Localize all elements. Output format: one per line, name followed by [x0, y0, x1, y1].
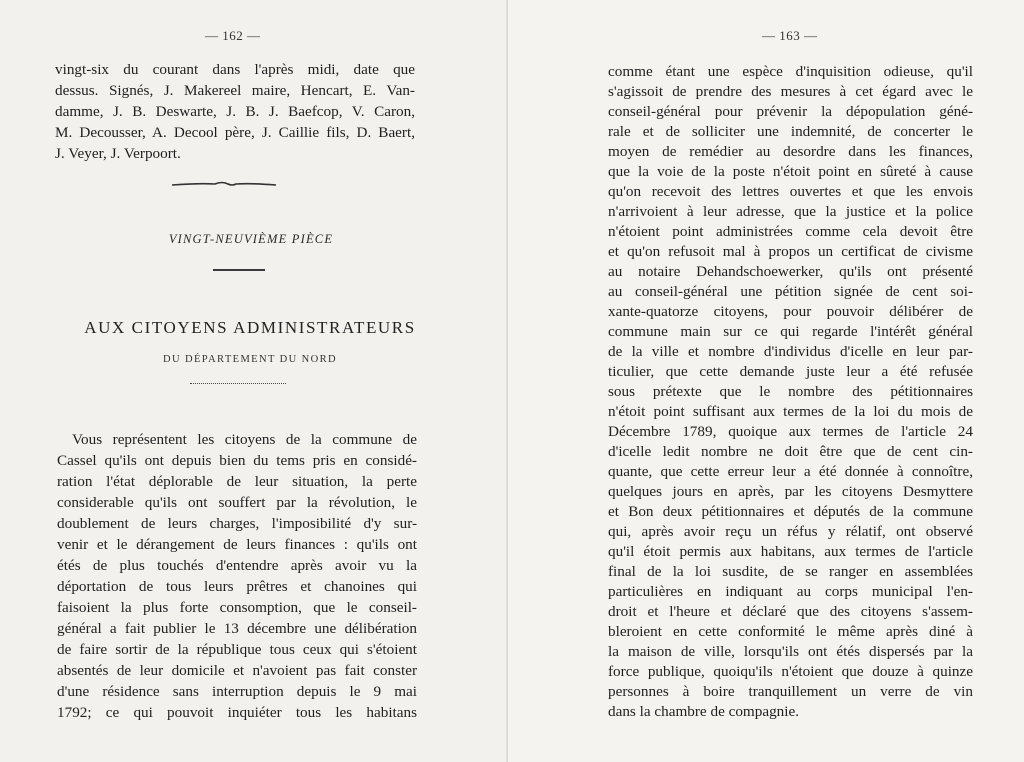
page-number-left: — 162 — — [205, 28, 261, 43]
text-line: s'agissoit de prendre des mesures à cet égard avec le — [608, 83, 973, 100]
text-line: au conseil-général une pétition signée de cent soi- — [608, 283, 973, 300]
text-line: ration l'état déplorable de leur situation, la perte — [57, 473, 417, 490]
text-line: considerable qu'ils ont souffert par la révolution, le — [57, 494, 417, 511]
text-line: quelques jours en après, par les citoyens Desmyttere — [608, 483, 973, 500]
ornament-divider — [170, 180, 278, 188]
text-line: M. Decousser, A. Decool père, J. Caillie fils, D. Baert, — [55, 124, 415, 141]
title-rule — [213, 269, 265, 271]
right-page — [508, 0, 1024, 762]
text-line: Vous représentent les citoyens de la commune de — [72, 431, 417, 448]
text-line: et qu'on refusoit mal à propos un certificat de civisme — [608, 243, 973, 260]
text-line: doublement de leurs charges, l'imposibilité d'y sur- — [57, 515, 417, 532]
text-line: bleroient en cette conformité le même après diné à — [608, 623, 973, 640]
text-line: commune main sur ce qui regarde l'intérêt général — [608, 323, 973, 340]
text-line: conseil-général pour prévenir la dépopulation géné- — [608, 103, 973, 120]
page-number-right: — 163 — — [762, 28, 818, 43]
text-line: dans la chambre de compagnie. — [608, 703, 800, 720]
text-line: personnes à boire tranquillement un verre de vin — [608, 683, 973, 700]
text-line: de la ville et nombre d'individus d'icelle en leur par- — [608, 343, 973, 360]
dotted-rule — [190, 383, 286, 384]
text-line: moyen de remédier au desordre dans les finances, — [608, 143, 973, 160]
text-line: J. Veyer, J. Verpoort. — [55, 145, 181, 162]
text-line: comme étant une espèce d'inquisition odieuse, qu'il — [608, 63, 973, 80]
text-line: de faire sortir de la république tous ceux qui s'étoient — [57, 641, 417, 658]
text-line: dessus. Signés, J. Makereel maire, Hencart, E. Van- — [55, 82, 415, 99]
text-line: n'étoit point suffisant aux termes de la loi du mois de — [608, 403, 973, 420]
text-line: absentés de leur domicile et n'avoient pas fait conster — [57, 662, 417, 679]
text-line: Décembre 1789, quoique aux termes de l'article 24 — [608, 423, 973, 440]
text-line: qu'on recevoit des lettres ouvertes et que les envois — [608, 183, 973, 200]
text-line: rale et de solliciter une indemnité, de concerter le — [608, 123, 973, 140]
text-line: final de la loi susdite, de se ranger en assemblées — [608, 563, 973, 580]
text-line: la maison de ville, lorsqu'ils ont étés dispersés par la — [608, 643, 973, 660]
text-line: que la voie de la poste n'étoit point en sûreté à cause — [608, 163, 973, 180]
text-line: droit et l'heure et déclaré que des citoyens s'assem- — [608, 603, 973, 620]
text-line: général a fait publier le 13 décembre une délibération — [57, 620, 417, 637]
piece-title: VINGT-NEUVIÈME PIÈCE — [168, 232, 334, 246]
text-line: particulières en indiquant au corps municipal l'en- — [608, 583, 973, 600]
text-line: n'arrivoient à leur adresse, que la justice et la police — [608, 203, 973, 220]
text-line: vingt-six du courant dans l'après midi, date que — [55, 61, 415, 78]
text-line: au notaire Dehandschoewerker, qu'ils ont présenté — [608, 263, 973, 280]
text-line: 1792; ce qui pouvoit inquiéter tous les habitans — [57, 704, 417, 721]
left-page — [0, 0, 508, 762]
text-line: étés de plus touchés d'entendre après avoir vu la — [57, 557, 417, 574]
text-line: force publique, quoiqu'ils n'étoient que douze à quinze — [608, 663, 973, 680]
sub-title: DU DÉPARTEMENT DU NORD — [163, 354, 337, 365]
text-line: faisoient la plus forte consomption, que le conseil- — [57, 599, 417, 616]
text-line: déportation de tous leurs prêtres et chanoines qui — [57, 578, 417, 595]
text-line: n'étoient point administrées comme cela devoit être — [608, 223, 973, 240]
text-line: et Bon deux pétitionnaires et députés de la commune — [608, 503, 973, 520]
text-line: damme, J. B. Deswarte, J. B. J. Baefcop, V. Caron, — [55, 103, 415, 120]
text-line: d'une résidence sans interruption depuis le 9 mai — [57, 683, 417, 700]
text-line: d'icelle ledit nombre ne doit être que de cent cin- — [608, 443, 973, 460]
text-line: quante, que cette erreur leur a été donnée à connoître, — [608, 463, 973, 480]
text-line: sous prétexte que le nombre des pétitionnaires — [608, 383, 973, 400]
text-line: Cassel qu'ils ont depuis bien du tems pris en considé- — [57, 452, 417, 469]
text-line: xante-quatorze citoyens, pour pouvoir délibérer de — [608, 303, 973, 320]
text-line: qu'il étoit permis aux habitans, aux termes de l'article — [608, 543, 973, 560]
main-title: AUX CITOYENS ADMINISTRATEURS — [84, 318, 416, 337]
text-line: ticulier, que cette demande juste leur a été refusée — [608, 363, 973, 380]
text-line: venir et le dérangement de leurs finances : qu'ils ont — [57, 536, 417, 553]
text-line: qui, après avoir reçu un réfus y rélatif, ont observé — [608, 523, 973, 540]
